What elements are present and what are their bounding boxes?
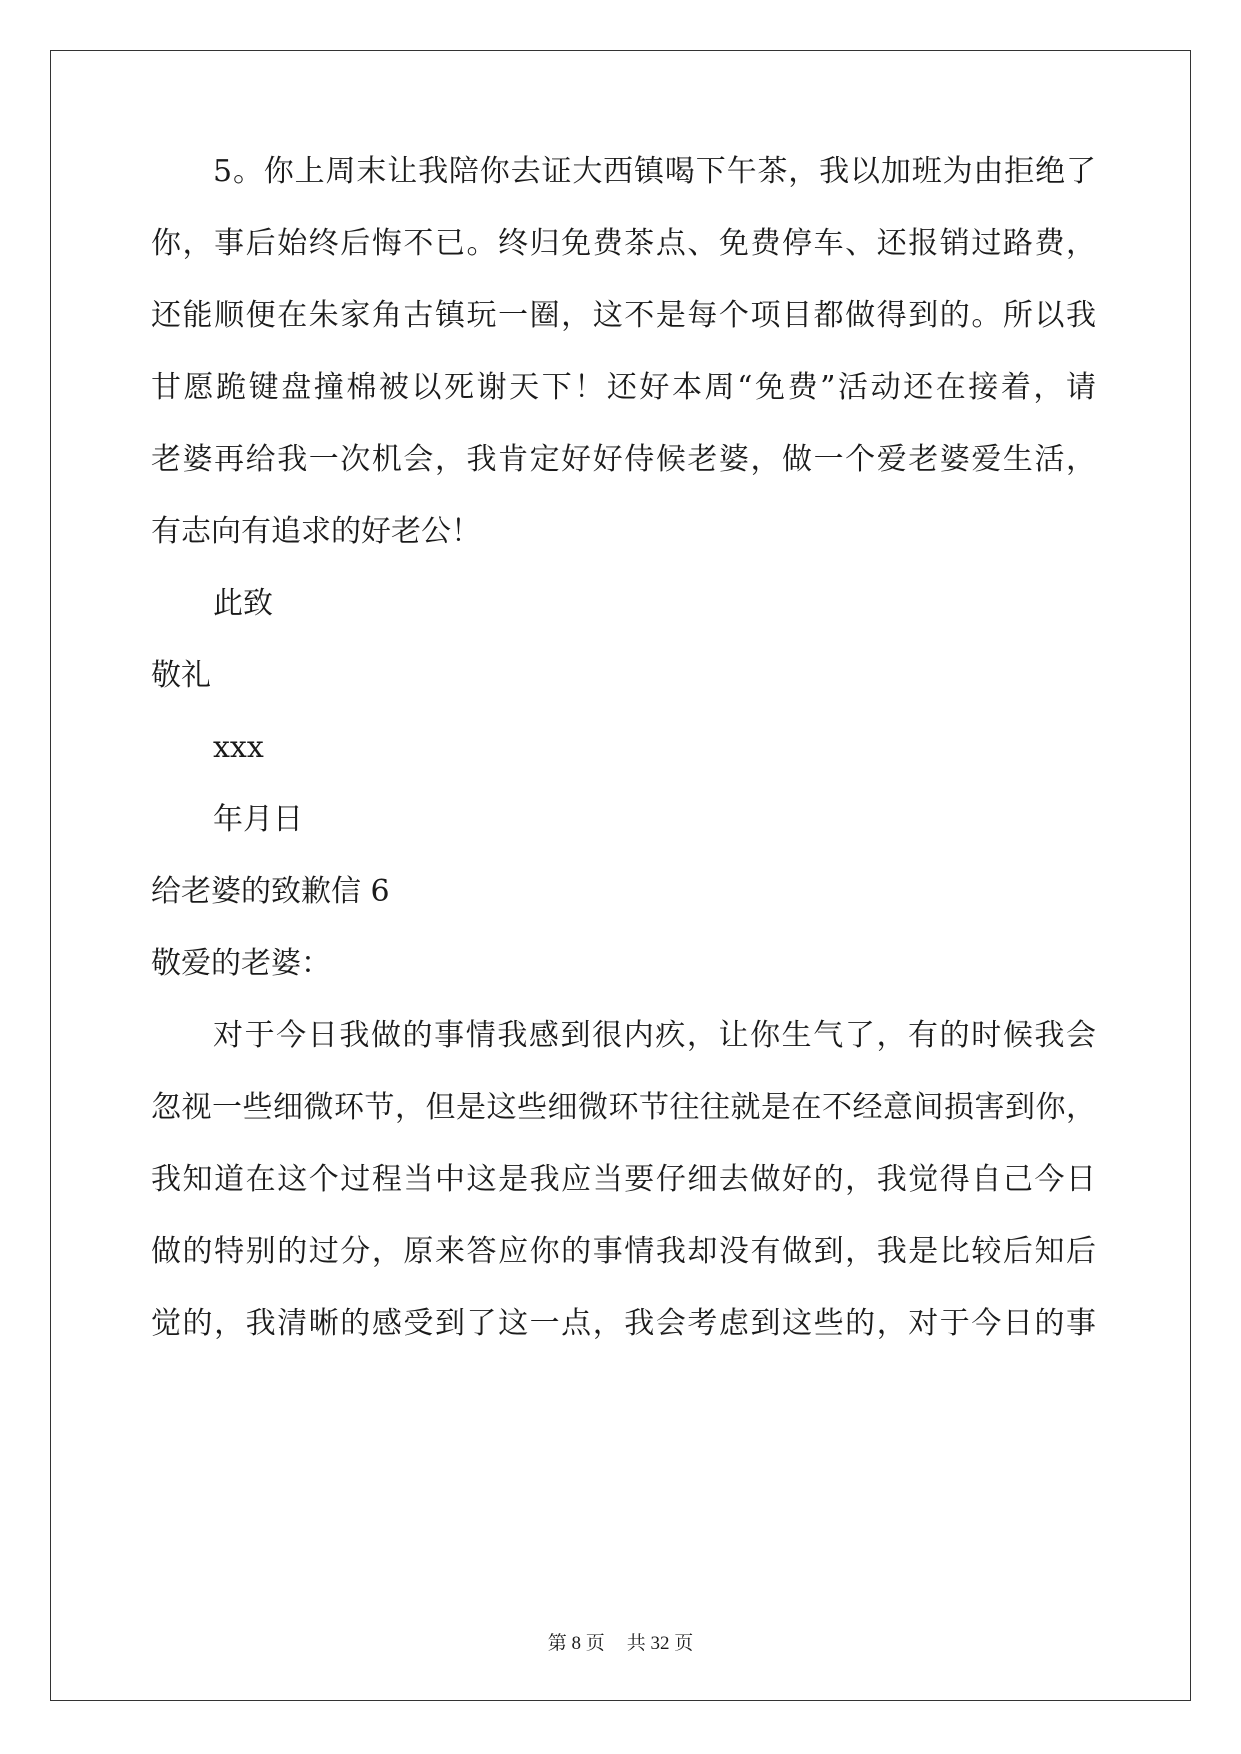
paragraph-line: 对于今日我做的事情我感到很内疚，让你生气了，有的时候我会 — [213, 1018, 1096, 1053]
paragraph-line: 老婆再给我一次机会，我肯定好好侍候老婆，做一个爱老婆爱生活， — [151, 442, 1096, 477]
closing-text: 此致 — [213, 586, 273, 621]
salute-text: 敬礼 — [151, 658, 211, 693]
paragraph-line: 还能顺便在朱家角古镇玩一圈，这不是每个项目都做得到的。所以我 — [151, 298, 1096, 333]
paragraph-line: 忽视一些细微环节，但是这些细微环节往往就是在不经意间损害到你， — [151, 1090, 1096, 1125]
page-footer — [0, 1628, 1241, 1655]
paragraph-line: 5。你上周末让我陪你去证大西镇喝下午茶，我以加班为由拒绝了 — [213, 154, 1096, 189]
paragraph-line: 甘愿跪键盘撞棉被以死谢天下！还好本周“免费”活动还在接着，请 — [151, 370, 1096, 405]
current-page-number: 第 8 页 — [547, 1633, 605, 1654]
signature-text: xxx — [213, 730, 264, 765]
paragraph-line: 我知道在这个过程当中这是我应当要仔细去做好的，我觉得自己今日 — [151, 1162, 1096, 1197]
paragraph-line: 你，事后始终后悔不已。终归免费茶点、免费停车、还报销过路费， — [151, 226, 1096, 261]
section-title: 给老婆的致歉信 6 — [151, 874, 390, 909]
paragraph-line: 做的特别的过分，原来答应你的事情我却没有做到，我是比较后知后 — [151, 1234, 1096, 1269]
date-text: 年月日 — [213, 802, 303, 837]
paragraph-line: 觉的，我清晰的感受到了这一点，我会考虑到这些的，对于今日的事 — [151, 1306, 1096, 1341]
paragraph-line: 有志向有追求的好老公！ — [151, 514, 481, 549]
total-page-count: 共 32 页 — [626, 1633, 694, 1654]
greeting-text: 敬爱的老婆： — [151, 946, 331, 981]
